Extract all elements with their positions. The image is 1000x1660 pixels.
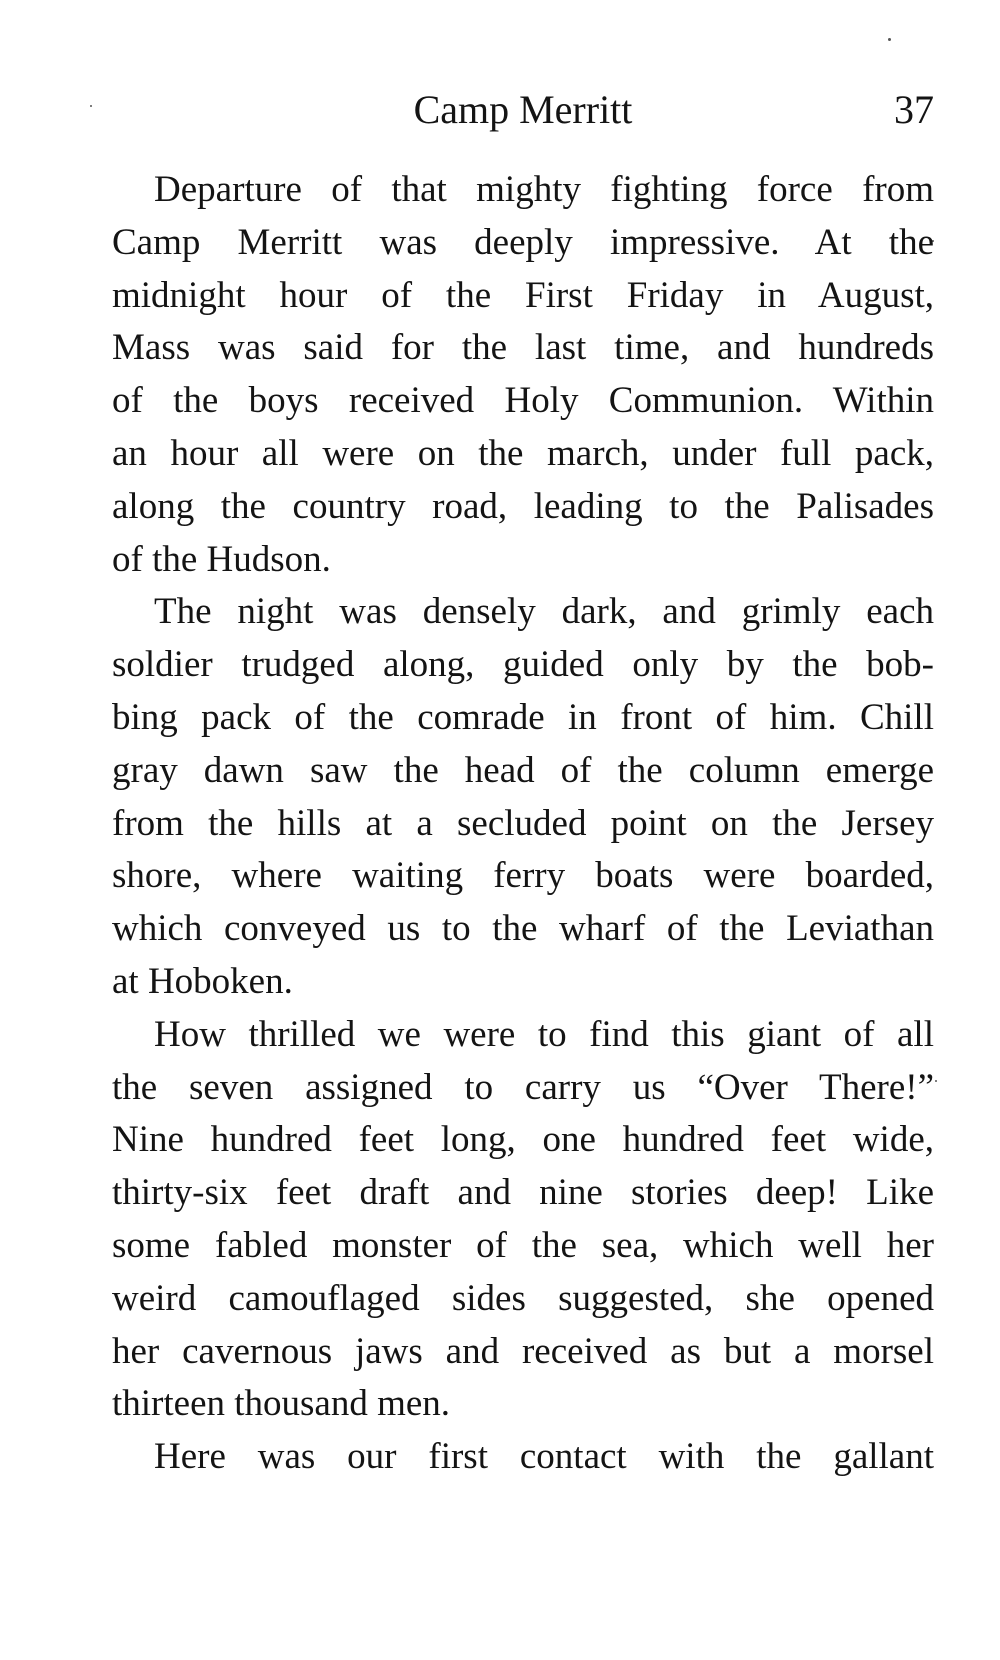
text-line: along the country road, leading to the Palisades [112,485,934,527]
text-line: How thrilled we were to find this giant of all [154,1013,934,1055]
text-line: thirteen thousand men. [112,1383,451,1425]
text-line: at Hoboken. [112,960,293,1002]
text-line: gray dawn saw the head of the column emerge [112,749,934,791]
text-line: of the Hudson. [112,538,331,580]
text-line: soldier trudged along, guided only by the bob- [112,644,934,686]
ink-speck [90,105,92,107]
text-line: The night was densely dark, and grimly each [154,591,934,633]
text-line: an hour all were on the march, under full pack, [112,432,934,474]
text-line: the seven assigned to carry us “Over There!” [112,1066,934,1108]
text-line: weird camouflaged sides suggested, she opened [112,1277,934,1319]
paragraph-departure [112,164,934,586]
text-line: Nine hundred feet long, one hundred feet wide, [112,1119,934,1161]
text-line: some fabled monster of the sea, which well her [112,1224,934,1266]
running-head: Camp Merritt [413,87,633,132]
text-line: from the hills at a secluded point on the Jersey [112,802,934,844]
text-line: shore, where waiting ferry boats were boarded, [112,855,934,897]
text-line: Here was our first contact with the gallant [154,1436,934,1478]
text-line: bing pack of the comrade in front of him. Chill [112,696,934,738]
ink-speck [935,1080,937,1082]
paragraph-night-march [112,586,934,1008]
paragraph-first-contact [112,1431,934,1484]
text-line: of the boys received Holy Communion. Within [112,380,934,422]
text-line: Mass was said for the last time, and hundreds [112,327,934,369]
text-line: which conveyed us to the wharf of the Leviathan [112,908,934,950]
text-line: her cavernous jaws and received as but a morsel [112,1330,934,1372]
page-header [112,80,934,140]
text-line: midnight hour of the First Friday in August, [112,274,934,316]
body-text [112,164,934,1484]
paragraph-leviathan [112,1009,934,1431]
page-number: 37 [894,87,934,132]
text-line: thirty-six feet draft and nine stories deep! Like [112,1172,934,1214]
ink-speck [888,38,891,41]
text-line: Camp Merritt was deeply impressive. At the [112,221,934,263]
text-line: Departure of that mighty fighting force from [154,169,934,210]
